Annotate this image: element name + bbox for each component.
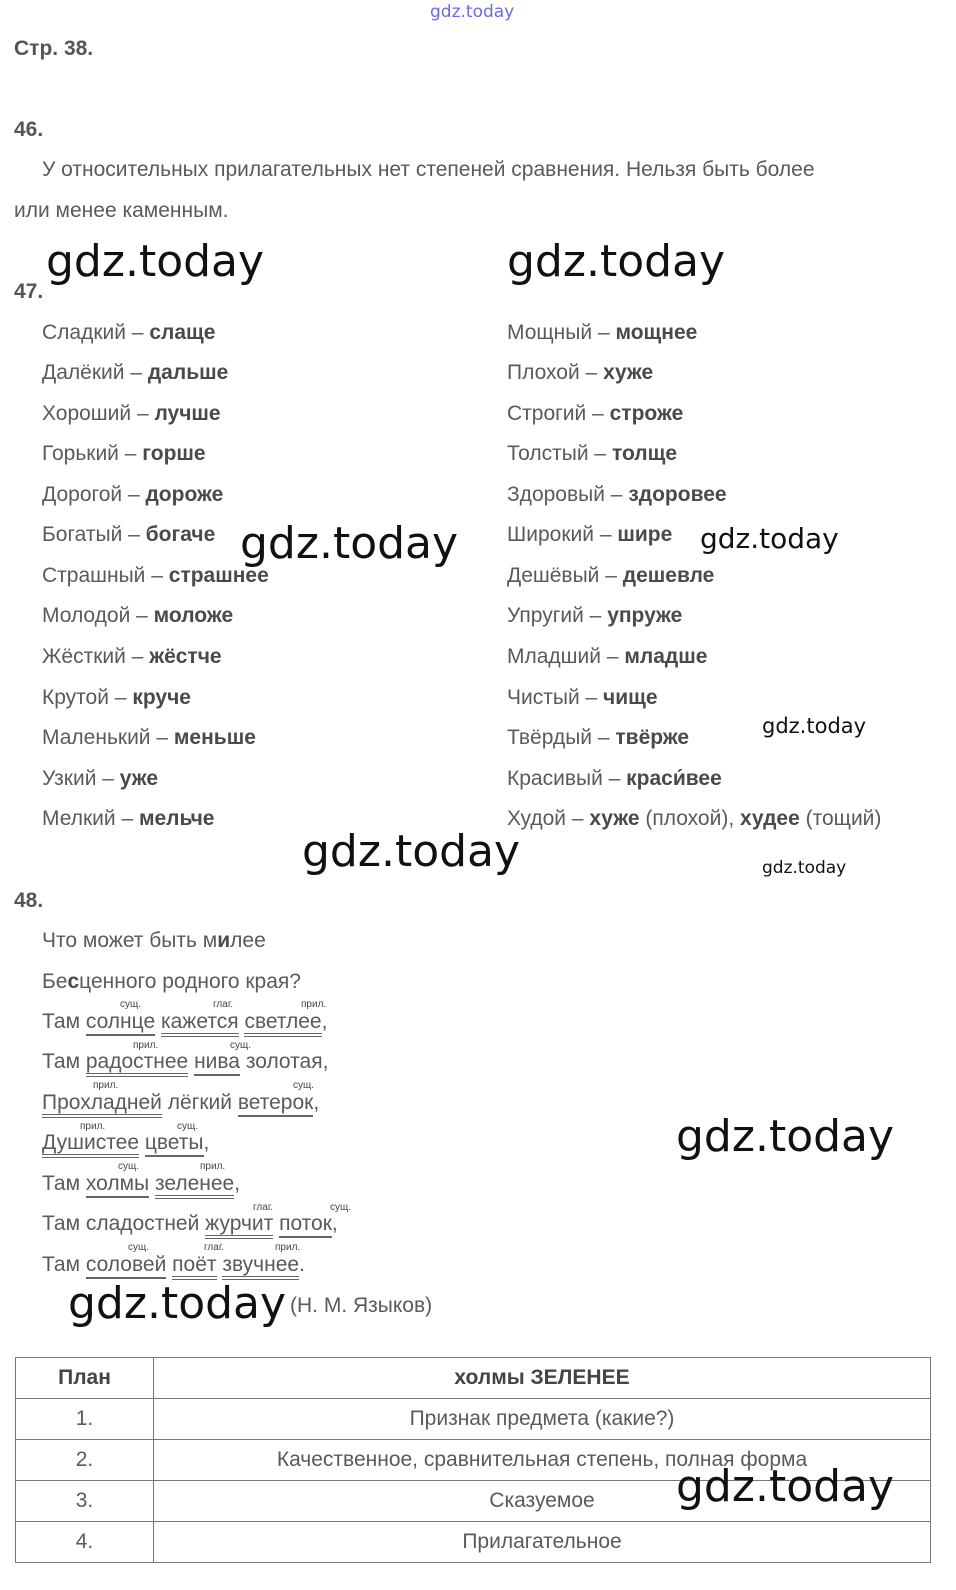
comparative-form: шире (617, 523, 673, 546)
pos-tag: сущ. (120, 999, 142, 1010)
pos-tag: прил. (200, 1161, 226, 1172)
table-header-cell: План (16, 1358, 154, 1399)
table-header-cell: холмы ЗЕЛЕНЕЕ (154, 1358, 931, 1399)
predicate-word: светлее (244, 1010, 321, 1037)
table-row (16, 1399, 931, 1440)
base-adjective: Широкий – (507, 523, 618, 546)
pos-tag: сущ. (293, 1080, 315, 1091)
comparison-pair (507, 442, 677, 466)
table-cell: Прилагательное (154, 1522, 931, 1563)
subject-word: поток (279, 1212, 332, 1238)
base-adjective: Дешёвый – (507, 564, 623, 587)
watermark: gdz.today (676, 1461, 895, 1512)
plan-table (15, 1357, 931, 1563)
pos-tag: прил. (301, 999, 327, 1010)
pos-tag: глаг. (213, 999, 234, 1010)
pos-tag: прил. (93, 1080, 119, 1091)
table-cell-number: 1. (16, 1399, 154, 1440)
subject-word: холмы (86, 1172, 149, 1198)
subject-word: ветерок (238, 1091, 314, 1117)
comparison-pair (42, 645, 222, 669)
subject-word: цветы (145, 1131, 204, 1157)
table-cell: Признак предмета (какие?) (154, 1399, 931, 1440)
comparative-form: мощнее (615, 321, 698, 344)
base-adjective: Горький – (42, 442, 143, 465)
poem-author: (Н. М. Языков) (290, 1294, 433, 1317)
table-row (16, 1522, 931, 1563)
poem-line: Там холмы зеленее, (42, 1172, 240, 1196)
exercise-46-number: 46. (14, 118, 44, 141)
watermark: gdz.today (507, 236, 726, 287)
subject-word: соловей (86, 1253, 166, 1279)
comparative-form: лучше (154, 402, 221, 425)
comparison-pair (42, 767, 158, 791)
comparison-pair (42, 361, 228, 385)
comparison-pair (507, 807, 881, 831)
comparative-form: чище (603, 686, 658, 709)
comparative-form: младше (624, 645, 708, 668)
base-adjective: Мелкий – (42, 807, 139, 830)
comparison-pair (507, 645, 707, 669)
base-adjective: Здоровый – (507, 483, 629, 506)
comparison-pair (507, 726, 689, 750)
pos-tag: прил. (133, 1040, 159, 1051)
predicate-word: кажется (161, 1010, 239, 1037)
poem-line: Там радостнее нива золотая, (42, 1050, 328, 1074)
base-adjective: Чистый – (507, 686, 604, 709)
comparison-pair (507, 564, 714, 588)
poem-line: Душистее цветы, (42, 1131, 209, 1155)
comparative-form: толще (611, 442, 678, 465)
pos-tag: сущ. (330, 1202, 352, 1213)
meaning-note: (тощий) (799, 807, 882, 830)
exercise-47-number: 47. (14, 280, 44, 303)
watermark: gdz.today (46, 236, 265, 287)
comparative-form: дальше (147, 361, 229, 384)
pos-tag: прил. (275, 1242, 301, 1253)
pos-tag: прил. (80, 1121, 106, 1132)
comparison-pair (507, 483, 727, 507)
watermark: gdz.today (762, 714, 867, 738)
base-adjective: Жёсткий – (42, 645, 150, 668)
table-cell-number: 4. (16, 1522, 154, 1563)
comparative-form: хуже (589, 807, 640, 830)
comparison-pair (507, 321, 697, 345)
pos-tag: сущ. (177, 1121, 199, 1132)
comparative-form: упруже (607, 604, 683, 627)
base-adjective: Страшный – (42, 564, 169, 587)
comparative-form: строже (609, 402, 684, 425)
table-cell: Качественное, сравнительная степень, полная форма (154, 1440, 931, 1481)
pos-tag: сущ. (128, 1242, 150, 1253)
comparison-pair (42, 686, 191, 710)
base-adjective: Плохой – (507, 361, 604, 384)
comparison-pair (507, 361, 653, 385)
comparison-pair (507, 767, 722, 791)
poem-line: Прохладней лёгкий ветерок, (42, 1091, 319, 1115)
base-adjective: Толстый – (507, 442, 612, 465)
comparison-pair (42, 523, 215, 547)
pos-tag: сущ. (230, 1040, 252, 1051)
watermark: gdz.today (676, 1111, 895, 1162)
comparative-form: дороже (145, 483, 224, 506)
base-adjective: Узкий – (42, 767, 120, 790)
predicate-word: зеленее (155, 1172, 234, 1199)
comparative-form: хуже (603, 361, 654, 384)
predicate-word: Душистее (42, 1131, 139, 1158)
comparison-pair (42, 726, 256, 750)
exercise-48-number: 48. (14, 889, 44, 912)
comparative-form: дешевле (622, 564, 715, 587)
base-adjective: Хороший – (42, 402, 155, 425)
base-adjective: Сладкий – (42, 321, 150, 344)
poem-line: Что может быть милее (42, 929, 266, 952)
page-reference: Стр. 38. (14, 37, 94, 60)
pos-tag: глаг. (204, 1242, 225, 1253)
comparative-form: жёстче (149, 645, 222, 668)
pos-tag: глаг. (253, 1202, 274, 1213)
base-adjective: Строгий – (507, 402, 610, 425)
pos-tag: сущ. (118, 1161, 140, 1172)
comparison-pair (507, 686, 658, 710)
comparison-pair (42, 604, 233, 628)
comparison-pair (42, 442, 206, 466)
comparison-pair (42, 321, 215, 345)
table-cell-number: 3. (16, 1481, 154, 1522)
table-cell-number: 2. (16, 1440, 154, 1481)
watermark: gdz.today (762, 858, 847, 878)
base-adjective: Дорогой – (42, 483, 146, 506)
watermark: gdz.today (302, 826, 521, 877)
comparison-pair (42, 807, 214, 831)
comparative-form: мельче (138, 807, 215, 830)
predicate-word: Прохладней (42, 1091, 162, 1118)
comparison-pair (507, 604, 682, 628)
comparative-form: краси́вее (626, 767, 722, 790)
table-header-row (16, 1358, 931, 1399)
poem-line: Там соловей поёт звучнее. (42, 1253, 305, 1277)
comparison-pair (42, 564, 269, 588)
subject-word: нива (194, 1050, 240, 1076)
comparative-form: слаще (149, 321, 216, 344)
base-adjective: Крутой – (42, 686, 133, 709)
base-adjective: Упругий – (507, 604, 608, 627)
exercise-46-text-line2: или менее каменным. (14, 199, 229, 222)
comparative-form: меньше (173, 726, 256, 749)
comparative-form: моложе (153, 604, 234, 627)
base-adjective: Худой – (507, 807, 590, 830)
base-adjective: Далёкий – (42, 361, 148, 384)
comparison-pair (507, 402, 683, 426)
meaning-note: (плохой), (639, 807, 740, 830)
poem-line: Там сладостней журчит поток, (42, 1212, 338, 1236)
base-adjective: Красивый – (507, 767, 627, 790)
table-cell: Сказуемое (154, 1481, 931, 1522)
predicate-word: журчит (205, 1212, 273, 1239)
base-adjective: Мощный – (507, 321, 616, 344)
comparative-form: твёрже (615, 726, 690, 749)
watermark: gdz.today (240, 518, 459, 569)
poem-line: Там солнце кажется светлее, (42, 1010, 327, 1034)
base-adjective: Младший – (507, 645, 625, 668)
base-adjective: Твёрдый – (507, 726, 616, 749)
comparative-form: горше (142, 442, 206, 465)
predicate-word: звучнее (222, 1253, 299, 1280)
comparative-form: уже (119, 767, 159, 790)
poem-line: Бесценного родного края? (42, 970, 301, 993)
comparative-form: круче (132, 686, 191, 709)
base-adjective: Маленький – (42, 726, 174, 749)
comparative-form: богаче (145, 523, 216, 546)
watermark: gdz.today (700, 522, 839, 555)
base-adjective: Молодой – (42, 604, 154, 627)
comparison-pair (42, 483, 223, 507)
predicate-word: поёт (172, 1253, 216, 1280)
comparison-pair (507, 523, 672, 547)
exercise-46-text-line1: У относительных прилагательных нет степеней сравнения. Нельзя быть более (42, 158, 815, 181)
comparative-form: страшнее (168, 564, 269, 587)
comparative-form: худее (740, 807, 800, 830)
comparative-form: здоровее (628, 483, 727, 506)
watermark-top: gdz.today (430, 2, 515, 22)
base-adjective: Богатый – (42, 523, 146, 546)
comparison-pair (42, 402, 221, 426)
subject-word: солнце (86, 1010, 155, 1036)
watermark: gdz.today (68, 1278, 287, 1329)
predicate-word: радостнее (86, 1050, 188, 1077)
